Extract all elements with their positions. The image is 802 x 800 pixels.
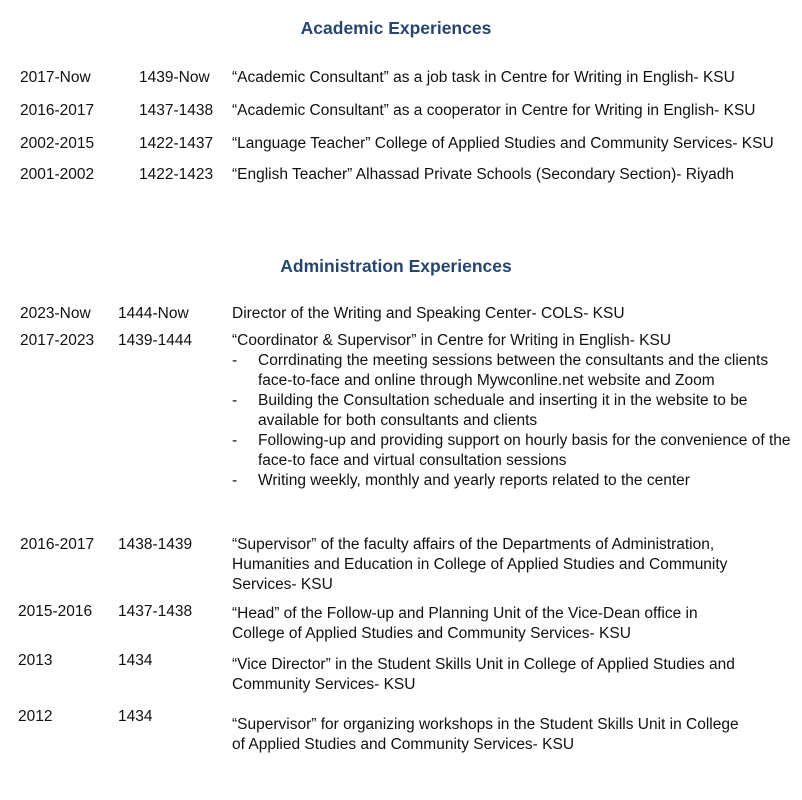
list-item-text: Writing weekly, monthly and yearly reports related to the center (258, 472, 690, 489)
experience-description: “Language Teacher” College of Applied Studies and Community Services- KSU (232, 135, 774, 152)
hijri-years: 1444-Now (118, 305, 189, 322)
experience-description: “English Teacher” Alhassad Private Schools (Secondary Section)- Riyadh (232, 166, 734, 183)
list-item-text: Following-up and providing support on hourly basis for the convenience of the face-to face and virtual consultation sessions (258, 432, 791, 469)
dash-bullet: - (232, 472, 238, 489)
list-item-text: Corrdinating the meeting sessions between the consultants and the clients face-to-face and online through Mywconline.net website and Zoom (258, 352, 769, 389)
experience-description: “Academic Consultant” as a cooperator in Centre for Writing in English- KSU (232, 102, 756, 119)
hijri-years: 1439-Now (139, 69, 210, 86)
gregorian-years: 2002-2015 (20, 135, 95, 152)
responsibilities-list (232, 351, 792, 491)
list-item (232, 431, 792, 471)
dash-bullet: - (232, 352, 238, 369)
experience-description: “Supervisor” for organizing workshops in the Student Skills Unit in College of Applied Studies and Community Services- KSU (232, 716, 739, 753)
gregorian-years: 2013 (18, 652, 53, 669)
experience-description: “Academic Consultant” as a job task in Centre for Writing in English- KSU (232, 69, 735, 86)
gregorian-years: 2023-Now (20, 305, 91, 322)
experience-description: “Coordinator & Supervisor” in Centre for Writing in English- KSU (232, 332, 672, 349)
hijri-years: 1437-1438 (118, 603, 193, 620)
experience-description: Director of the Writing and Speaking Center- COLS- KSU (232, 305, 625, 322)
list-item (232, 471, 792, 491)
hijri-years: 1437-1438 (139, 102, 214, 119)
list-item (232, 351, 792, 391)
gregorian-years: 2016-2017 (20, 536, 95, 553)
dash-bullet: - (232, 432, 238, 449)
gregorian-years: 2015-2016 (18, 603, 93, 620)
gregorian-years: 2001-2002 (20, 166, 95, 183)
hijri-years: 1422-1423 (139, 166, 214, 183)
experience-description: “Vice Director” in the Student Skills Unit in College of Applied Studies and Community Services- KSU (232, 656, 735, 693)
academic-experiences-heading: Academic Experiences (300, 18, 492, 38)
list-item (232, 391, 792, 431)
gregorian-years: 2017-Now (20, 69, 91, 86)
gregorian-years: 2017-2023 (20, 332, 95, 349)
experience-description: “Head” of the Follow-up and Planning Unit of the Vice-Dean office in College of Applied Studies and Community Services- KSU (232, 605, 698, 642)
experience-description: “Supervisor” of the faculty affairs of the Departments of Administration, Humanities and Education in College of Applied Studies and Community Services- KSU (232, 536, 728, 593)
dash-bullet: - (232, 392, 238, 409)
hijri-years: 1439-1444 (118, 332, 193, 349)
hijri-years: 1434 (118, 652, 153, 669)
gregorian-years: 2012 (18, 708, 53, 725)
hijri-years: 1422-1437 (139, 135, 214, 152)
administration-experiences-heading: Administration Experiences (280, 256, 512, 276)
list-item-text: Building the Consultation scheduale and inserting it in the website to be available for both consultants and clients (258, 392, 748, 429)
hijri-years: 1438-1439 (118, 536, 193, 553)
hijri-years: 1434 (118, 708, 153, 725)
gregorian-years: 2016-2017 (20, 102, 95, 119)
